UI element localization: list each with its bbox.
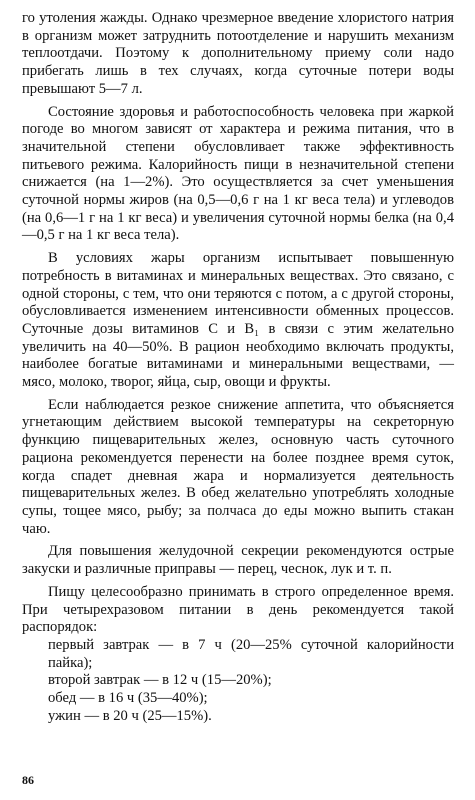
- meal-schedule-item-lunch: обед — в 16 ч (35—40%);: [48, 690, 208, 707]
- paragraph-1: го утоления жажды. Однако чрезмерное введение хлористого натрия в организм может затруднить потоотделение и нарушить механизм теплоотдачи. Поэтому к дополнительному приему соли надо прибегать лишь в тех случаях, когда суточные потери воды превышают 5—7 л.: [22, 10, 454, 97]
- paragraph-6: Пищу целесообразно принимать в строго определенное время. При четырехразовом питании в день рекомендуется такой распорядок:: [22, 583, 454, 636]
- meal-schedule-item-dinner: ужин — в 20 ч (25—15%).: [48, 707, 212, 724]
- meal-schedule-item-breakfast-1: первый завтрак — в 7 ч (20—25% суточной калорийности пайка);: [48, 636, 454, 671]
- meal-schedule-list: [22, 637, 454, 726]
- paragraph-5: Для повышения желудочной секреции рекомендуются острые закуски и различные приправы — перец, чеснок, лук и т. п.: [22, 543, 454, 578]
- paragraph-2: Состояние здоровья и работоспособность человека при жаркой погоде во многом зависят от характера и режима питания, что в значительной степени обусловливает также эффективность питьевого режима. Калорийность пищи в незначительной степени снижается (на 1—2%). Это осуществляется за счет уменьшения суточной нормы жиров (на 0,5—0,6 г на 1 кг веса тела) и углеводов (на 0,6—1 г на 1 кг веса) и увеличения суточной нормы белка (на 0,4—0,5 г на 1 кг веса тела).: [22, 103, 454, 244]
- paragraph-4: Если наблюдается резкое снижение аппетита, что объясняется угнетающим действием высокой температуры на секреторную функцию пищеварительных желез, основную часть суточного рациона рекомендуется перенести на более позднее время суток, когда спадет дневная жара и нормализуется деятельность пищеварительных желез. В обед желательно употреблять холодные супы, тощее мясо, рыбу; за полчаса до еды можно выпить стакан чаю.: [22, 396, 454, 537]
- paragraph-3: В условиях жары организм испытывает повышенную потребность в витаминах и минеральных веществах. Это связано, с одной стороны, с тем, что они теряются с потом, а с другой стороны, обусловливается изменением интенсивности обменных процессов. Суточные дозы витаминов C и B₁ в связи с этим желательно увеличить на 40—50%. В рацион необходимо включать продукты, наиболее богатые витаминами и минеральными веществами, — мясо, молоко, творог, яйца, сыр, овощи и фрукты.: [22, 250, 454, 391]
- page-body: [22, 10, 454, 725]
- page-number: 86: [22, 773, 34, 787]
- meal-schedule-item-breakfast-2: второй завтрак — в 12 ч (15—20%);: [48, 672, 272, 689]
